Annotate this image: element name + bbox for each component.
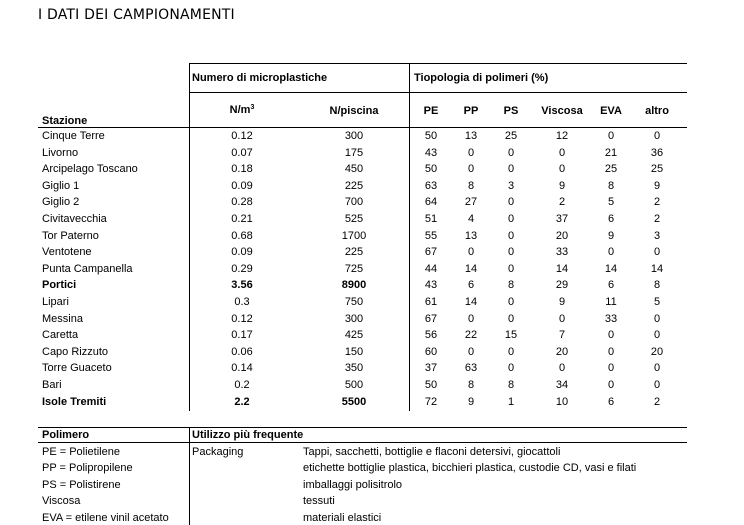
station-cell: Caretta <box>42 329 79 341</box>
n-per-pool-cell: 350 <box>344 362 364 374</box>
n-per-m3-cell: 0.17 <box>231 329 253 341</box>
pp-cell: 8 <box>467 180 475 192</box>
pe-cell: 37 <box>424 362 438 374</box>
station-cell: Portici <box>42 279 77 291</box>
altro-cell: 0 <box>653 246 661 258</box>
viscosa-cell: 37 <box>555 213 569 225</box>
station-cell: Capo Rizzuto <box>42 346 109 358</box>
n-per-m3-cell: 0.09 <box>231 246 253 258</box>
n-per-pool-cell: 725 <box>344 263 364 275</box>
header-altro: altro <box>645 105 669 117</box>
viscosa-cell: 0 <box>558 313 566 325</box>
eva-cell: 14 <box>604 263 618 275</box>
legend-header-polymer: Polimero <box>42 429 90 441</box>
station-cell: Giglio 2 <box>42 196 80 208</box>
ps-cell: 0 <box>507 196 515 208</box>
pp-cell: 13 <box>464 130 478 142</box>
n-per-m3-cell: 0.21 <box>231 213 253 225</box>
eva-cell: 6 <box>607 279 615 291</box>
pp-cell: 14 <box>464 296 478 308</box>
pe-cell: 63 <box>424 180 438 192</box>
pe-cell: 43 <box>424 147 438 159</box>
ps-cell: 8 <box>507 379 515 391</box>
n-per-pool-cell: 225 <box>344 246 364 258</box>
station-cell: Ventotene <box>42 246 92 258</box>
pp-cell: 9 <box>467 396 475 408</box>
ps-cell: 0 <box>507 246 515 258</box>
eva-cell: 21 <box>604 147 618 159</box>
ps-cell: 0 <box>507 296 515 308</box>
pe-cell: 60 <box>424 346 438 358</box>
station-cell: Arcipelago Toscano <box>42 163 138 175</box>
divider-legend <box>189 427 190 525</box>
ps-cell: 0 <box>507 230 515 242</box>
altro-cell: 3 <box>653 230 661 242</box>
n-per-pool-cell: 150 <box>344 346 364 358</box>
n-per-m3-cell: 0.68 <box>231 230 253 242</box>
eva-cell: 6 <box>607 396 615 408</box>
viscosa-cell: 12 <box>555 130 569 142</box>
n-per-pool-cell: 425 <box>344 329 364 341</box>
eva-cell: 11 <box>605 296 617 308</box>
n-per-pool-cell: 225 <box>344 180 364 192</box>
altro-cell: 0 <box>653 313 661 325</box>
altro-cell: 2 <box>653 396 661 408</box>
ps-cell: 0 <box>507 346 515 358</box>
eva-cell: 0 <box>607 346 615 358</box>
n-per-pool-cell: 450 <box>344 163 364 175</box>
ps-cell: 0 <box>507 163 515 175</box>
pp-cell: 6 <box>467 279 475 291</box>
legend-top-rule <box>38 427 687 428</box>
n-per-m3-cell: 0.18 <box>231 163 253 175</box>
station-cell: Tor Paterno <box>42 230 99 242</box>
altro-cell: 25 <box>650 163 664 175</box>
n-per-m3-cell: 0.12 <box>231 130 253 142</box>
ps-cell: 3 <box>507 180 515 192</box>
altro-cell: 0 <box>653 130 661 142</box>
n-per-m3-cell: 0.3 <box>234 296 250 308</box>
station-cell: Lipari <box>42 296 69 308</box>
legend-category: Packaging <box>192 446 244 458</box>
eva-cell: 33 <box>604 313 618 325</box>
header-n-per-pool: N/piscina <box>329 105 379 117</box>
group-header-rule <box>189 92 687 93</box>
ps-cell: 0 <box>507 362 515 374</box>
eva-cell: 0 <box>607 379 615 391</box>
legend-header-usage: Utilizzo più frequente <box>192 429 304 441</box>
ps-cell: 0 <box>507 213 515 225</box>
legend-usage: imballaggi polisitrolo <box>303 479 403 491</box>
station-cell: Civitavecchia <box>42 213 107 225</box>
header-n-per-m3: $N/m^3$ <box>229 104 255 116</box>
eva-cell: 25 <box>604 163 618 175</box>
altro-cell: 14 <box>650 263 664 275</box>
pe-cell: 67 <box>424 313 438 325</box>
n-per-pool-cell: 8900 <box>341 279 367 291</box>
viscosa-cell: 20 <box>555 346 569 358</box>
page-title: I DATI DEI CAMPIONAMENTI <box>38 7 235 23</box>
column-header-rule <box>38 127 687 128</box>
eva-cell: 5 <box>607 196 615 208</box>
eva-cell: 0 <box>607 362 615 374</box>
ps-cell: 1 <box>507 396 515 408</box>
pe-cell: 51 <box>424 213 438 225</box>
station-cell: Punta Campanella <box>42 263 133 275</box>
pe-cell: 50 <box>424 130 438 142</box>
altro-cell: 36 <box>650 147 664 159</box>
pp-cell: 4 <box>467 213 475 225</box>
legend-polymer: EVA = etilene vinil acetato <box>42 512 169 524</box>
divider-counts <box>409 63 410 411</box>
n-per-pool-cell: 700 <box>344 196 364 208</box>
pp-cell: 8 <box>467 379 475 391</box>
viscosa-cell: 7 <box>558 329 566 341</box>
pe-cell: 50 <box>424 163 438 175</box>
legend-polymer: PE = Polietilene <box>42 446 120 458</box>
viscosa-cell: 20 <box>555 230 569 242</box>
header-microplastics: Numero di microplastiche <box>192 72 328 84</box>
header-ps: PS <box>503 105 519 117</box>
altro-cell: 9 <box>653 180 661 192</box>
station-cell: Livorno <box>42 147 79 159</box>
n-per-m3-cell: 3.56 <box>231 279 253 291</box>
pe-cell: 72 <box>424 396 438 408</box>
legend-usage: materiali elastici <box>303 512 382 524</box>
altro-cell: 0 <box>653 379 661 391</box>
viscosa-cell: 33 <box>555 246 569 258</box>
pp-cell: 14 <box>464 263 478 275</box>
eva-cell: 0 <box>607 130 615 142</box>
legend-polymer: PP = Polipropilene <box>42 462 133 474</box>
ps-cell: 15 <box>504 329 518 341</box>
altro-cell: 0 <box>653 362 661 374</box>
n-per-pool-cell: 525 <box>344 213 364 225</box>
station-cell: Isole Tremiti <box>42 396 107 408</box>
station-cell: Messina <box>42 313 83 325</box>
pe-cell: 44 <box>424 263 438 275</box>
n-per-m3-cell: 0.12 <box>231 313 253 325</box>
n-per-m3-cell: 2.2 <box>234 396 250 408</box>
station-cell: Bari <box>42 379 62 391</box>
legend-polymer: PS = Polistirene <box>42 479 121 491</box>
pp-cell: 0 <box>467 346 475 358</box>
pe-cell: 64 <box>424 196 438 208</box>
eva-cell: 0 <box>607 246 615 258</box>
legend-usage: etichette bottiglie plastica, bicchieri plastica, custodie CD, vasi e filati <box>303 462 637 474</box>
viscosa-cell: 0 <box>558 147 566 159</box>
header-eva: EVA <box>600 105 622 117</box>
pp-cell: 0 <box>467 163 475 175</box>
pp-cell: 0 <box>467 147 475 159</box>
viscosa-cell: 9 <box>558 296 566 308</box>
viscosa-cell: 2 <box>558 196 566 208</box>
legend-polymer: Viscosa <box>42 495 81 507</box>
pp-cell: 0 <box>467 313 475 325</box>
pe-cell: 43 <box>424 279 438 291</box>
ps-cell: 8 <box>507 279 515 291</box>
n-per-m3-cell: 0.14 <box>231 362 253 374</box>
n-per-pool-cell: 300 <box>344 130 364 142</box>
top-rule <box>189 63 687 64</box>
n-per-pool-cell: 500 <box>344 379 364 391</box>
header-station: Stazione <box>42 115 88 127</box>
pe-cell: 61 <box>424 296 438 308</box>
n-per-m3-cell: 0.29 <box>231 263 253 275</box>
ps-cell: 0 <box>507 147 515 159</box>
pp-cell: 27 <box>464 196 478 208</box>
altro-cell: 5 <box>653 296 661 308</box>
altro-cell: 2 <box>653 196 661 208</box>
pp-cell: 0 <box>467 246 475 258</box>
station-cell: Giglio 1 <box>42 180 80 192</box>
header-pp: PP <box>463 105 479 117</box>
n-per-m3-cell: 0.09 <box>231 180 253 192</box>
n-per-pool-cell: 300 <box>344 313 364 325</box>
pe-cell: 67 <box>424 246 438 258</box>
viscosa-cell: 9 <box>558 180 566 192</box>
n-per-pool-cell: 5500 <box>341 396 367 408</box>
station-cell: Torre Guaceto <box>42 362 112 374</box>
viscosa-cell: 0 <box>558 362 566 374</box>
n-per-pool-cell: 750 <box>344 296 364 308</box>
station-cell: Cinque Terre <box>42 130 105 142</box>
header-polymer-types: Tiopologia di polimeri (%) <box>414 72 549 84</box>
altro-cell: 8 <box>653 279 661 291</box>
pe-cell: 55 <box>424 230 438 242</box>
viscosa-cell: 10 <box>555 396 569 408</box>
header-viscosa: Viscosa <box>541 105 583 117</box>
n-per-m3-cell: 0.07 <box>231 147 253 159</box>
legend-usage: Tappi, sacchetti, bottiglie e flaconi detersivi, giocattoli <box>303 446 561 458</box>
viscosa-cell: 14 <box>555 263 569 275</box>
eva-cell: 0 <box>607 329 615 341</box>
ps-cell: 0 <box>507 263 515 275</box>
viscosa-cell: 0 <box>558 163 566 175</box>
pe-cell: 56 <box>424 329 438 341</box>
altro-cell: 0 <box>653 329 661 341</box>
pp-cell: 63 <box>464 362 478 374</box>
pp-cell: 13 <box>464 230 478 242</box>
altro-cell: 2 <box>653 213 661 225</box>
ps-cell: 25 <box>504 130 518 142</box>
n-per-pool-cell: 1700 <box>341 230 367 242</box>
viscosa-cell: 29 <box>555 279 569 291</box>
pp-cell: 22 <box>464 329 478 341</box>
viscosa-cell: 34 <box>555 379 569 391</box>
n-per-pool-cell: 175 <box>344 147 364 159</box>
ps-cell: 0 <box>507 313 515 325</box>
pe-cell: 50 <box>424 379 438 391</box>
n-per-m3-cell: 0.06 <box>231 346 253 358</box>
header-pe: PE <box>423 105 439 117</box>
eva-cell: 6 <box>607 213 615 225</box>
eva-cell: 9 <box>607 230 615 242</box>
legend-usage: tessuti <box>303 495 335 507</box>
n-per-m3-cell: 0.28 <box>231 196 253 208</box>
n-per-m3-cell: 0.2 <box>234 379 250 391</box>
legend-header-rule <box>38 442 687 443</box>
altro-cell: 20 <box>650 346 664 358</box>
divider-station <box>189 63 190 411</box>
eva-cell: 8 <box>607 180 615 192</box>
